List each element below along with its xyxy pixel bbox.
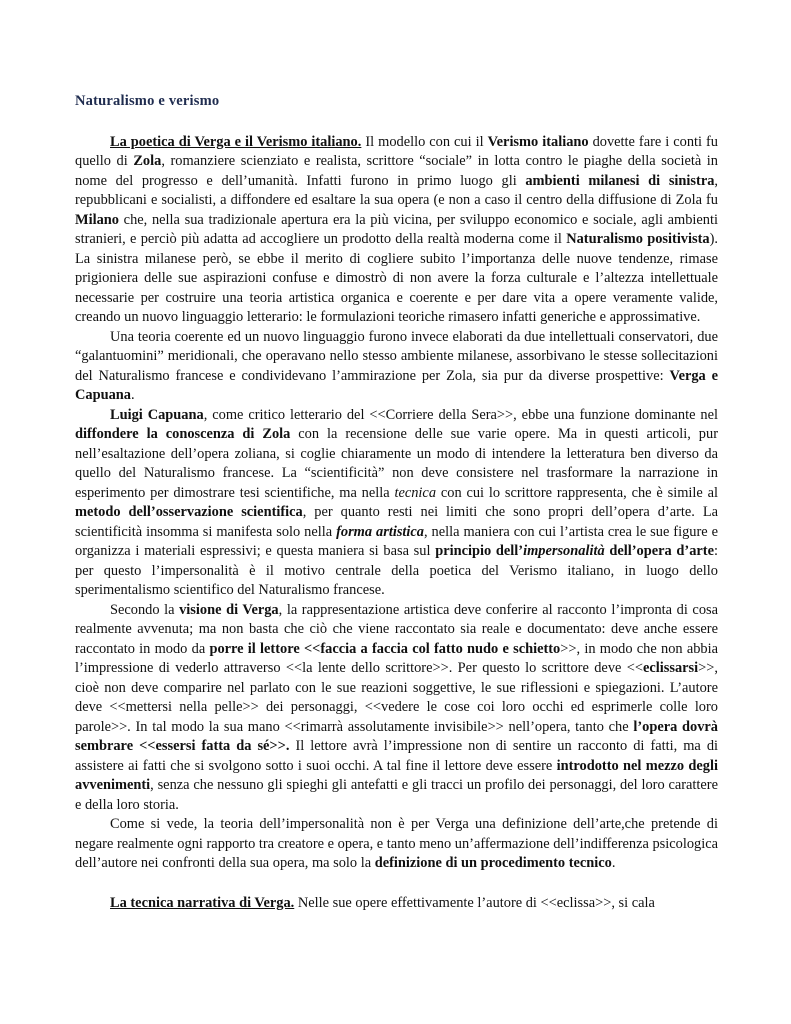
text: .	[131, 387, 135, 403]
bold-text: diffondere la conoscenza di Zola	[75, 426, 291, 442]
bold-text: introdotto nel mezzo degli avvenimenti	[75, 757, 718, 793]
bold-italic-text: impersonalità	[523, 543, 605, 559]
text: ). La sinistra milanese però, se ebbe il merito di cogliere subito l’importanza delle nuove tendenze, rimase prigioniera delle sue aspirazioni confuse e dimostrò di non avere la forza culturale e l’altezza intellettuale necessarie per costruire una teoria artistica organica e coerente e per dare vita a opere veramente valide, creando un nuovo linguaggio letterario: le formulazioni teoriche rimasero infatti generiche e approssimative.	[75, 231, 718, 325]
bold-text: Zola	[133, 153, 162, 169]
paragraph-teoria-coerente	[75, 328, 718, 406]
text: >>, cioè non deve comparire nel parlato con le sue reazioni soggettive, le sue riflessioni e spiegazioni. L’autore deve <<mettersi nella pelle>> dei personaggi, <<vedere le cose coi loro occhi ed esprimerle colle loro parole>>. In tal modo la sua mano <<rimarrà assolutamente invisibile>> nell’opera, tanto che	[75, 660, 718, 735]
text: , romanziere scienziato e realista, scrittore “sociale” in lotta contro le piaghe della società in nome del progresso e dell’umanità. Infatti furono in primo luogo gli	[75, 153, 718, 189]
text: con cui lo scrittore rappresenta, che è simile al	[436, 484, 718, 501]
bold-text: porre il lettore <<faccia a faccia col fatto nudo e schietto	[209, 640, 561, 657]
text: , nella maniera con cui l’artista crea le sue figure e organizza i materiali espressivi; e questa maniera si basa sul	[75, 523, 719, 559]
bold-text: Verga e Capuana	[75, 367, 718, 403]
text: Una teoria coerente ed un nuovo linguaggio furono invece elaborati da due intellettuali conservatori, due “galantuomini” meridionali, che operavano nello stesso ambiente milanese, assorbivano le stesse sollecitazioni del Naturalismo francese e condividevano l’ammirazione per Zola, sia pur da diverse prospettive:	[75, 328, 718, 384]
bold-text: visione di Verga	[179, 601, 279, 618]
text: che, nella sua tradizionale apertura era la più vicina, per sviluppo economico e sociale, agli ambienti stranieri, e perciò più adatta ad accogliere un prodotto della realtà moderna come il	[75, 211, 718, 247]
bold-text: l’opera dovrà sembrare <<essersi fatta da sé>>.	[75, 718, 718, 754]
document-page	[75, 92, 718, 913]
paragraph-capuana	[75, 406, 718, 601]
text: Secondo la	[110, 601, 180, 618]
paragraph-tecnica-narrativa	[75, 894, 718, 914]
text: , senza che nessuno gli spieghi gli antefatti e gli tracci un profilo dei personaggi, del loro carattere e della loro storia.	[75, 777, 718, 813]
text: , come critico letterario del <<Corriere della Sera>>, ebbe una funzione dominante nel	[203, 406, 718, 423]
text: >>, in modo che non abbia l’impressione di vederlo attraverso <<la lente dello scrittore>>. Per questo lo scrittore deve <<	[75, 640, 718, 676]
bold-text: definizione di un procedimento tecnico	[374, 855, 612, 871]
bold-text: Milano	[75, 211, 119, 228]
paragraph-poetica-verga	[75, 133, 718, 328]
paragraph-impersonalita	[75, 815, 718, 874]
text: dovette fare i conti fu quello di	[75, 133, 718, 169]
bold-text: Luigi Capuana	[110, 406, 204, 423]
italic-text: tecnica	[394, 484, 437, 501]
text: Nelle sue opere effettivamente l’autore di <<eclissa>>, si cala	[294, 894, 655, 911]
text: : per questo l’impersonalità è il motivo centrale della poetica del Verismo italiano, in luogo dello sperimentalismo scientifico del Naturalismo francese.	[75, 543, 718, 598]
text: Come si vede, la teoria dell’impersonalità non è per Verga una definizione dell’arte,che pretende di negare realmente ogni rapporto tra creatore e opera, e tanto meno un’affermazione dell’indifferenza psicologica dell’autore nei confronti della sua opera, ma solo la	[75, 816, 718, 871]
bold-text	[336, 524, 424, 540]
text: .	[611, 855, 616, 871]
bold-text: principio dell’	[435, 543, 524, 559]
bold-text: metodo dell’osservazione scientifica	[75, 504, 303, 520]
text: , la rappresentazione artistica deve conferire al racconto l’impronta di cosa realmente avvenuta; ma non basta che ciò che viene raccontato sia reale e documentato: deve anche essere raccontato in modo da	[75, 601, 718, 657]
bold-text: eclissarsi	[643, 660, 699, 676]
text: , repubblicani e socialisti, a diffondere ed esaltare la sua opera (e non a caso il centro della diffusione di Zola fu	[75, 172, 719, 208]
paragraph-visione-verga	[75, 601, 718, 816]
bold-text: Naturalismo positivista	[566, 231, 710, 247]
bold-italic-text: forma artistica	[336, 523, 424, 540]
section-heading-poetica: La poetica di Verga e il Verismo italiano.	[110, 133, 362, 150]
document-title: Naturalismo e verismo	[75, 93, 220, 109]
text: Il lettore avrà l’impressione non di sentire un racconto di fatti, ma di assistere ai fatti che si svolgono sotto i suoi occhi. A tal fine il lettore deve essere	[75, 738, 719, 774]
text: Il modello con cui il	[361, 133, 488, 150]
bold-text: ambienti milanesi di sinistra	[525, 172, 715, 189]
text: , per quanto resti nei limiti che sono propri dell’opera d’arte. La scientificità insomma si manifesta solo nella	[75, 504, 718, 540]
section-heading-tecnica: La tecnica narrativa di Verga.	[110, 894, 295, 911]
bold-text: Verismo italiano	[487, 133, 589, 150]
bold-text: dell’opera d’arte	[604, 543, 714, 559]
bold-text	[523, 543, 605, 559]
text: con la recensione delle sue varie opere. Ma in questi articoli, pur nell’esaltazione dell’opera zoliana, si coglie chiaramente un modo di intendere la letteratura ben diverso da quello del Naturalismo francese. La “scientificità” non deve consistere nel trasformare la narrazione in esperimento per dimostrare tesi scientifiche, ma nella	[75, 426, 718, 501]
